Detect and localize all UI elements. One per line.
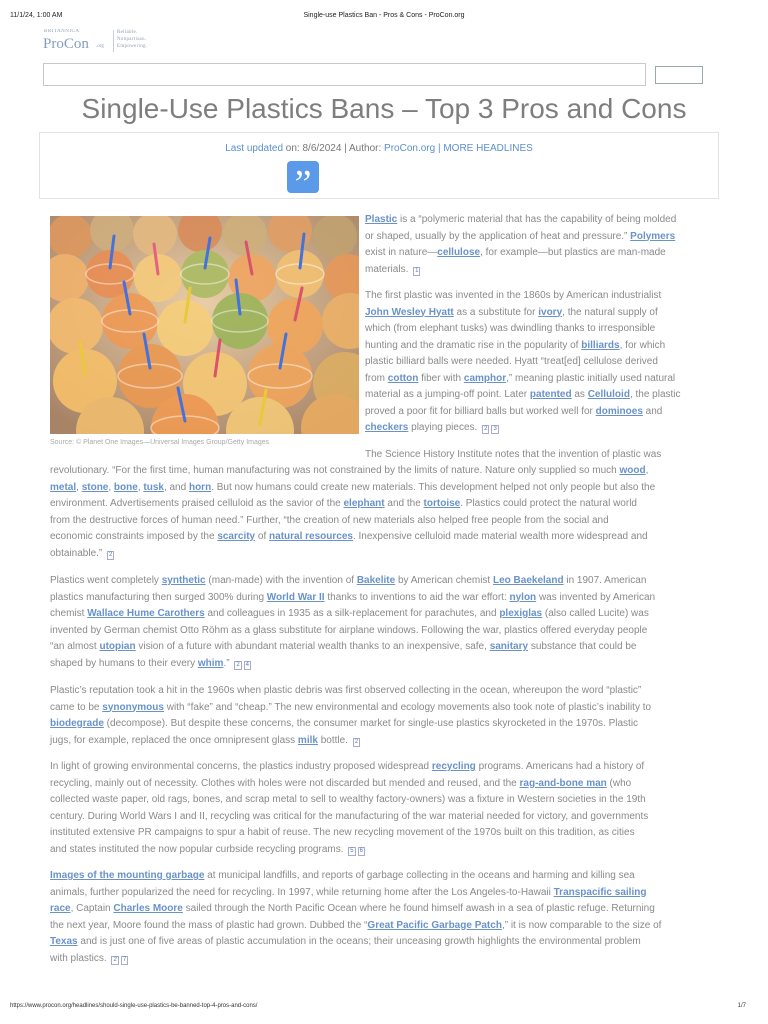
link-billiards[interactable]: billiards [581,339,620,351]
link-recycling[interactable]: recycling [431,761,476,772]
text: the next year, Moore found the mass of plastic had grown. Dubbed the “ [50,919,368,931]
logo-divider [113,30,114,52]
paragraph-1-line-1 [365,212,710,229]
paragraph-5-line-4 [50,733,710,750]
text: , [137,481,144,493]
link-transpacific-sailing-race[interactable]: Transpacific sailing [553,886,647,898]
text: In light of growing environmental concerns, the plastics industry proposed widespread [50,761,432,772]
link-nylon[interactable]: nylon [509,591,537,603]
paragraph-6-line-3: collected waste paper, old rags, bones, and scrap metal to sell to wealthy factory-owners) was a fixture in Western societies in the 19th [50,794,646,805]
text: revolutionary. “For the first time, human manufacturing was not constrained by the limits of nature. Nature only supplied so much [50,465,620,476]
author-link[interactable]: ProCon.org [384,143,436,154]
text: , Captain [70,903,114,914]
link-synonymous[interactable]: synonymous [102,701,164,713]
article-meta-box [39,132,719,205]
link-charles-moore[interactable]: Charles Moore [113,903,183,914]
link-images-of-mounting-garbage[interactable]: Images of the mounting garbage [50,870,205,881]
paragraph-4 [50,573,710,672]
link-john-wesley-hyatt[interactable]: John Wesley Hyatt [365,306,454,318]
link-tusk[interactable]: tusk [143,481,164,493]
paragraph-5-line-3 [50,716,710,733]
link-horn[interactable]: horn [188,481,212,493]
paragraph-1-line-4 [365,262,710,279]
link-leo-baekeland[interactable]: Leo Baekeland [492,575,564,586]
paragraph-2-line-7 [365,387,710,404]
text: bottle. [317,734,348,746]
link-texas[interactable]: Texas [50,936,78,947]
text: , [76,481,82,493]
link-race[interactable]: race [50,903,71,914]
text: Plastics went completely [50,575,162,586]
text: was invented by American [536,591,656,603]
text: , the plastic [629,389,681,400]
link-camphor[interactable]: camphor [463,372,507,384]
text: sailed through the North Pacific Ocean where he found himself awash in a sea of plastic refuge. Returning [182,903,655,914]
link-plexiglas[interactable]: plexiglas [499,608,543,619]
text: and the [384,498,424,509]
print-page-title: Single-use Plastics Ban - Pros & Cons - ProCon.org [303,12,465,19]
reference-link[interactable]: 6 [359,847,363,854]
reference-link[interactable]: 2 [236,661,240,668]
text: , and [163,481,189,493]
paragraph-3-line-1: The Science History Institute notes that the invention of plastic was [365,449,662,460]
link-world-war-ii[interactable]: World War II [266,591,325,603]
text: by American chemist [395,575,493,586]
link-elephant[interactable]: elephant [343,498,385,509]
text: recycling, mainly out of necessity. Clothes with holes were not discarded but mended and reused, and the [50,777,520,789]
text: “an almost [50,641,100,652]
link-dominoes[interactable]: dominoes [595,405,643,417]
reference-link[interactable]: 4 [245,661,250,668]
link-utopian[interactable]: utopian [99,641,136,652]
link-whim[interactable]: whim [197,657,224,669]
text: and states instituted the now popular curbside recycling programs. [50,843,344,855]
reference-link[interactable]: 1 [415,267,419,274]
paragraph-7-line-5 [50,934,710,951]
paragraph-4-line-4: invented by German chemist Otto Röhm as a glass substitute for airplane windows. Following the war, plastics offered everyday people [50,624,648,636]
text: (decompose). But despite these concerns, the consumer market for single-use plastics skyrocketed in the 1970s. Plastic [103,718,639,729]
paragraph-1-line-2 [365,229,710,246]
text: , for which [619,339,666,351]
paragraph-6-line-2 [50,776,710,793]
text: , [108,481,114,493]
text: hunting and the dramatic rise in the popularity of [365,339,582,351]
text: ,” meaning plastic initially used natural [506,372,676,384]
text: with “fake” and “cheap.” The new environmental and ecology movements also took note of plastic’s inability to [163,701,652,713]
link-bakelite[interactable]: Bakelite [356,575,396,586]
text: in 1907. American [563,575,647,586]
paragraph-7-line-6 [50,951,710,968]
reference-link[interactable]: 7 [122,956,127,963]
paragraph-2-line-5: plastic billiard balls were needed. Hyatt “treat[ed] cellulose derived [365,356,658,367]
text: .” [223,657,230,669]
text: material as a jumping-off point. Later [365,389,530,400]
link-cellulose[interactable]: cellulose [437,247,481,258]
text: (who [606,777,632,789]
link-scarcity[interactable]: scarcity [217,531,256,542]
paragraph-4-line-1 [50,573,710,590]
paragraph-4-line-5 [50,639,710,656]
print-header [0,12,768,24]
link-bone[interactable]: bone [113,481,138,493]
text: materials. [365,263,409,275]
text: . Inexpensive celluloid made material wealth more widespread and [352,531,648,542]
reference-link[interactable]: 2 [109,551,113,558]
paragraph-7 [50,868,710,967]
paragraph-4-line-2 [50,590,710,607]
paragraph-3-line-6 [50,529,710,546]
text: . Plastics could protect the natural world [460,498,637,509]
article-photo-fruit-cups [50,216,359,434]
paragraph-3-line-7 [50,546,710,563]
link-biodegrade[interactable]: biodegrade [50,718,104,729]
link-stone[interactable]: stone [81,481,109,493]
paragraph-7-line-4 [50,918,710,935]
print-footer [0,1003,768,1013]
paragraph-7-line-3 [50,901,710,918]
print-datetime: 11/1/24, 1:00 AM [10,12,63,19]
link-great-pacific-garbage-patch[interactable]: Great Pacific Garbage Patch [367,919,502,931]
text: playing pieces. [408,422,478,433]
text: (man-made) with the invention of [205,575,357,586]
text: and [642,405,663,417]
paragraph-6-line-5: instituted extensive PR campaigns to spur a habit of reuse. The new recycling movement of the 1970s built on this tradition, as cities [50,827,635,838]
procon-logo[interactable] [43,29,163,55]
text: ,” it is now comparable to the size of [501,919,662,931]
link-cotton[interactable]: cotton [387,372,419,384]
link-checkers[interactable]: checkers [365,422,409,433]
text: (also called Lucite) was [542,608,649,619]
paragraph-3-line-2 [50,463,710,480]
paragraph-4-line-6 [50,656,710,673]
meta-on-text: on: 8/6/2024 | Author: [283,143,385,154]
paragraph-6-line-1 [50,759,710,776]
fruit-cups-illustration [50,216,359,434]
logo-britannica: BRITANNICA [44,29,80,34]
text: programs. Americans had a history of [475,761,645,772]
link-plastic[interactable]: Plastic [365,214,398,225]
text: as [571,389,588,400]
link-rag-and-bone-man[interactable]: rag-and-bone man [519,777,607,789]
reference-link[interactable]: 2 [354,738,359,745]
paragraph-2-line-6 [365,371,710,388]
link-sanitary[interactable]: sanitary [489,641,529,652]
print-url: https://www.procon.org/headlines/should-single-use-plastics-be-banned-top-4-pros-and-cons/ [10,1003,258,1009]
logo-tagline-2: Nonpartisan. [117,37,147,42]
paragraph-7-line-2 [50,885,710,902]
text: plastics manufacturing then surged 300% during [50,591,267,603]
text: at municipal landfills, and reports of garbage collecting in the oceans and harming and killing sea [204,870,635,881]
link-patented[interactable]: patented [529,389,572,400]
text: or shaped, usually by the application of heat and pressure.” [365,230,631,242]
text: is a “polymeric material that has the capability of being molded [397,214,677,225]
paragraph-3-line-5: from the destructive forces of human need.” Further, “the creation of new materials also helped free people from the social and [50,514,609,526]
text: and colleagues in 1935 as a silk-replacement for parachutes, and [204,608,500,619]
text: . But now humans could create new materials. This development helped not only people but also the [211,481,656,493]
paragraph-3 [50,463,710,562]
text: proved a poor fit for billiard balls but worked well for [365,405,596,417]
logo-tagline-1: Reliable. [117,30,138,35]
paragraph-2-line-8 [365,404,710,421]
link-ivory[interactable]: ivory [538,306,563,318]
text: fiber with [418,372,464,384]
paragraph-5-line-2 [50,700,710,717]
paragraph-7-line-1 [50,868,710,885]
page-title: Single-Use Plastics Bans – Top 3 Pros and Cons [81,93,687,124]
paragraph-3-line-3 [50,480,710,497]
text: jugs, for example, replaced the once omnipresent glass [50,734,298,746]
photo-caption: Source: © Planet One Images—Universal Images Group/Getty Images [50,439,270,446]
logo-org: .org [96,44,104,49]
text: , for example—but plastics are man-made [480,247,666,258]
link-metal[interactable]: metal [50,481,77,493]
reference-link[interactable]: 2 [113,956,117,963]
paragraph-2-line-3: which (from elephant tusks) was dwindling thanks to irresponsible [365,323,656,334]
text: as a substitute for [453,306,539,318]
text: from [365,372,388,384]
last-updated-label: Last updated [225,143,284,154]
more-headlines-link[interactable]: | MORE HEADLINES [437,143,533,154]
reference-link[interactable]: 2 [484,426,488,432]
text: exist in nature— [365,247,438,258]
paragraph-3-line-4 [50,496,710,513]
text: environment. Advertisements praised celluloid as the savior of the [50,498,344,509]
link-milk[interactable]: milk [297,734,318,746]
reference-link[interactable]: 5 [350,847,354,854]
paragraph-2-line-9 [365,420,710,437]
quote-icon[interactable]: ” [287,161,319,193]
text: animals, further popularized the need for recycling. In 1997, while returning home after the Los Angeles-to-Hawaii [50,886,554,898]
link-natural-resources[interactable]: natural resources [269,531,353,542]
link-wood[interactable]: wood [619,465,646,476]
paragraph-2-line-1: The first plastic was invented in the 1860s by American industrialist [365,290,662,301]
text: substance that could be [528,641,637,652]
paragraph-6-line-6 [50,842,710,859]
print-page-number: 1/7 [737,1003,746,1009]
link-polymers[interactable]: Polymers [630,230,676,242]
reference-link[interactable]: 3 [493,426,497,432]
logo-procon: ProCon [43,36,89,52]
paragraph-6 [50,759,710,858]
link-synthetic[interactable]: synthetic [161,575,206,586]
text: , [645,465,649,476]
text: vision of a future with abundant material wealth thanks to an inexpensive, safe, [135,641,490,652]
text: with plastics. [50,952,107,964]
paragraph-2-line-2 [365,305,710,322]
paragraph-2-line-4 [365,338,710,355]
paragraph-1 [365,212,710,278]
paragraph-4-line-3 [50,606,710,623]
logo-tagline-3: Empowering. [117,44,148,49]
paragraph-1-line-3 [365,245,710,262]
text: of [255,531,270,542]
paragraph-5 [50,683,710,749]
link-wallace-hume-carothers[interactable]: Wallace Hume Carothers [87,608,205,619]
paragraph-2 [365,288,710,437]
text: came to be [50,701,103,713]
text: thanks to inventions to aid the war effort: [324,591,510,603]
paragraph-5-line-1: Plastic’s reputation took a hit in the 1960s when plastic debris was first observed collecting in the ocean, whereupon the word “plastic” [50,685,642,696]
link-celluloid[interactable]: Celluloid [587,389,630,400]
text: obtainable.” [50,547,103,559]
text: , the natural supply of [562,306,658,318]
text: chemist [50,608,88,619]
link-tortoise[interactable]: tortoise [423,498,461,509]
search-input[interactable] [43,63,646,86]
text: shaped by humans to their every [50,657,198,669]
text: economic constraints imposed by the [50,531,218,542]
paragraph-6-line-4: century. During World Wars I and II, recycling was critical for the manufacturing of the war material needed for victory, and governments [50,810,649,822]
article-meta-line [40,143,718,154]
search-button[interactable] [655,66,703,84]
text: and is just one of five areas of plastic accumulation in the oceans; their unceasing growth highlights the environmental problem [77,936,641,947]
